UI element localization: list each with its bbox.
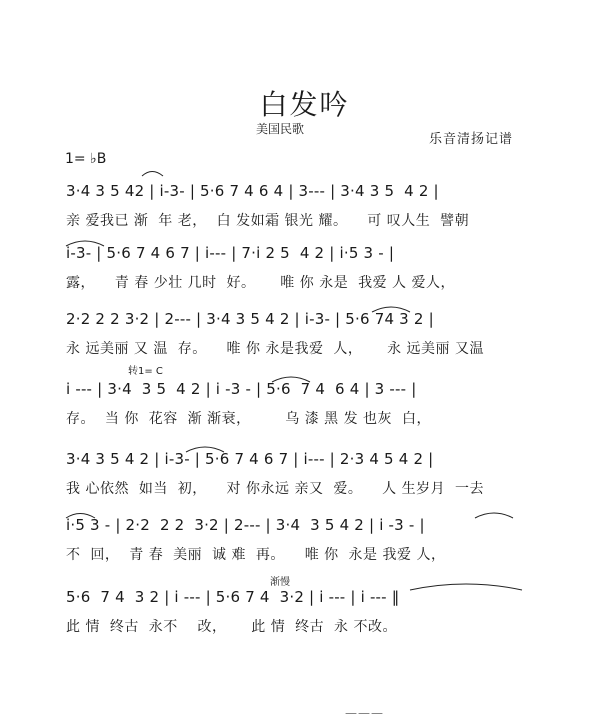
song-title: 白发吟 [259,88,350,121]
score-row-7 [0,576,609,646]
notation-line: i·5 3 - | 2·2 2 2 3·2 | 2--- | 3·4 3 5 4 2 | i -3 - | [66,516,425,534]
lyrics-line: 永 远美丽 又 温 存。 唯 你 永是我爱 人， 永 远美丽 又温 [66,341,485,357]
score-row-1 [0,170,609,240]
lyrics-line: 露， 青 春 少壮 几时 好。 唯 你 永是 我爱 人 爱人， [66,275,456,291]
notation-line: 3·4 3 5 4 2 | i-3- | 5·6 7 4 6 7 | i--- | 2·3 4 5 4 2 | [66,450,434,468]
notation-line: 2·2 2 2 3·2 | 2--- | 3·4 3 5 4 2 | i-3- | 5·6 74 3 2 | [66,310,434,328]
tempo-mark: 渐慢 [270,577,290,588]
score-scribe: 乐音清扬记谱 [429,132,514,147]
key-signature: 1= ♭B [65,151,107,167]
notation-line: i-3- | 5·6 7 4 6 7 | i--- | 7·i 2 5 4 2 | i·5 3 - | [66,244,395,262]
score-row-2 [0,232,609,302]
lyrics-line: 不 回， 青 春 美丽 诚 难 再。 唯 你 永是 我爱 人， [66,547,446,563]
score-row-3 [0,298,609,368]
lyrics-line: 亲 爱我已 渐 年 老， 白 发如霜 银光 耀。 可 叹人生 譬朝 [66,213,470,229]
modulation-mark: 转1= C [128,366,163,377]
notation-line: i --- | 3·4 3 5 4 2 | i -3 - | 5·6 7 4 6 4 | 3 --- | [66,380,417,398]
lyrics-line: 此 情 终古 永不 改， 此 情 终古 永 不改。 [66,619,398,635]
watermark-text: ——— [345,706,384,720]
notation-line: 5·6 7 4 3 2 | i --- | 5·6 7 4 3·2 | i --- | i --- ‖ [66,588,400,606]
lyrics-line: 存。 当 你 花容 渐 渐衰， 乌 漆 黑 发 也灰 白， [66,411,431,427]
notation-line: 3·4 3 5 42 | i-3- | 5·6 7 4 6 4 | 3--- | 3·4 3 5 4 2 | [66,182,439,200]
lyrics-line: 我 心依然 如当 初， 对 你永远 亲又 爱。 人 生岁月 一去 [66,481,485,497]
score-row-5 [0,438,609,508]
score-row-4 [0,368,609,438]
song-origin: 美国民歌 [256,122,305,136]
score-row-6 [0,504,609,574]
